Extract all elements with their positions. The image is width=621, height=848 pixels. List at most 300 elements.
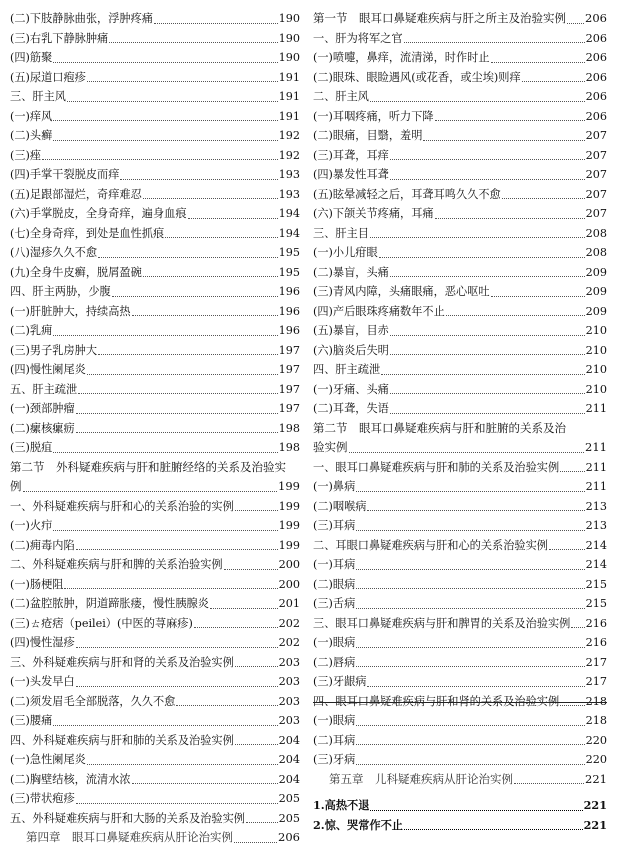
toc-entry-title: (一)火疖 — [10, 519, 53, 532]
dot-leader — [390, 392, 585, 394]
dot-leader — [235, 665, 278, 667]
toc-section-entry[interactable] — [10, 458, 300, 497]
dot-leader — [356, 743, 584, 745]
toc-page-number: 211 — [585, 402, 607, 415]
toc-page-number: 203 — [278, 675, 300, 688]
toc-entry[interactable] — [313, 302, 607, 322]
toc-page-number: 199 — [278, 479, 300, 493]
toc-page-number: 192 — [278, 129, 300, 142]
toc-page-number: 192 — [278, 148, 300, 162]
toc-entry-title: (三)舌病 — [313, 597, 356, 610]
toc-entry[interactable] — [10, 516, 300, 536]
toc-entry[interactable] — [313, 575, 607, 595]
dot-leader — [435, 119, 585, 121]
toc-entry[interactable] — [313, 126, 607, 146]
dot-leader — [567, 22, 584, 24]
toc-page-number: 207 — [585, 129, 607, 142]
toc-page-number: 206 — [585, 51, 607, 64]
toc-entry-title: (三)右乳下静脉肿痛 — [10, 31, 109, 45]
dot-leader — [356, 665, 584, 667]
toc-entry[interactable] — [313, 711, 607, 731]
dot-leader — [53, 139, 277, 141]
toc-entry-title: (二)头癣 — [10, 129, 53, 142]
toc-entry[interactable] — [313, 816, 607, 836]
dot-leader — [98, 353, 278, 355]
toc-entry[interactable] — [10, 380, 300, 400]
toc-entry-title: 三、眼耳口鼻疑难疾病与肝和脾胃的关系及治验实例 — [313, 616, 571, 630]
toc-entry-title: 四、肝主两胁，少腹 — [10, 285, 111, 298]
toc-entry-title: (四)手掌干裂脱皮而痒 — [10, 168, 120, 181]
toc-page-number: 204 — [278, 753, 300, 766]
toc-page-number: 217 — [585, 655, 607, 669]
toc-entry[interactable] — [10, 9, 300, 29]
toc-page-number: 206 — [585, 11, 607, 25]
toc-page-number: 191 — [278, 70, 300, 84]
toc-page-number: 197 — [278, 402, 300, 415]
toc-entry[interactable] — [313, 282, 607, 302]
toc-page-number: 202 — [278, 616, 300, 630]
dot-leader — [367, 509, 584, 511]
toc-entry[interactable] — [10, 321, 300, 341]
toc-entry[interactable] — [313, 29, 607, 49]
toc-entry[interactable] — [313, 653, 607, 673]
toc-page-number: 195 — [278, 265, 300, 279]
toc-entry[interactable] — [313, 341, 607, 361]
dot-leader — [87, 80, 278, 82]
toc-page-number: 203 — [278, 714, 300, 727]
toc-entry[interactable] — [313, 796, 607, 816]
toc-entry[interactable] — [313, 594, 607, 614]
toc-entry-title: 四、外科疑难疾病与肝和肺的关系及治验实例 — [10, 733, 234, 747]
dot-leader — [370, 236, 585, 238]
toc-entry-title: (三)青风内障，头痛眼痛，恶心呕吐 — [313, 285, 490, 298]
toc-page-number: 198 — [278, 421, 300, 435]
toc-page-number: 194 — [278, 226, 300, 240]
toc-page-number: 208 — [585, 226, 607, 240]
toc-page-number: 191 — [278, 90, 300, 103]
dot-leader — [491, 295, 585, 297]
toc-page-number: 213 — [585, 499, 607, 513]
toc-entry[interactable] — [10, 204, 300, 224]
toc-entry-title: 第二节 外科疑难疾病与肝和脏腑经络的关系及治验实 — [10, 459, 286, 474]
dot-leader — [435, 217, 585, 219]
toc-page-number: 207 — [585, 148, 607, 162]
toc-page-number: 190 — [278, 31, 300, 45]
dot-leader — [404, 41, 585, 43]
toc-entry[interactable] — [10, 419, 300, 439]
dot-leader — [356, 646, 584, 648]
toc-entry[interactable] — [10, 185, 300, 205]
toc-entry-title: (五)暴盲，目赤 — [313, 324, 389, 337]
toc-entry[interactable] — [313, 399, 607, 419]
toc-entry-title: (一)鼻病 — [313, 480, 356, 493]
toc-page-number: 191 — [278, 109, 300, 123]
toc-entry[interactable] — [10, 146, 300, 166]
toc-page-number: 208 — [585, 246, 607, 259]
toc-entry[interactable] — [10, 302, 300, 322]
toc-entry-title: 四、眼耳口鼻疑难疾病与肝和肾的关系及治验实例 — [313, 694, 560, 708]
dot-leader — [132, 314, 278, 316]
toc-entry-title: 三、肝主目 — [313, 226, 369, 240]
dot-leader — [87, 373, 278, 375]
dot-leader — [76, 431, 278, 433]
dot-leader — [370, 100, 585, 102]
dot-leader — [76, 685, 278, 687]
toc-entry-title: (二)耳聋，失语 — [313, 402, 389, 415]
toc-page-number: 206 — [585, 109, 607, 123]
dot-leader — [132, 782, 278, 784]
dot-leader — [224, 568, 278, 570]
toc-page-number: 211 — [585, 480, 607, 493]
dot-leader — [76, 802, 278, 804]
toc-entry-title: (一)耳病 — [313, 558, 356, 571]
toc-entry-title: (一)头发早白 — [10, 675, 75, 688]
toc-entry-title: 四、肝主疏泄 — [313, 363, 381, 376]
toc-page-number: 209 — [585, 265, 607, 279]
toc-entry-title: 三、肝主风 — [10, 90, 66, 103]
toc-entry[interactable] — [10, 68, 300, 88]
dot-leader — [76, 646, 278, 648]
dot-leader — [356, 568, 584, 570]
toc-entry-title: 一、眼耳口鼻疑难疾病与肝和肺的关系及治验实例 — [313, 460, 560, 474]
toc-entry-title: (二)瘰核瘰疬 — [10, 421, 75, 435]
toc-page-number: 206 — [585, 70, 607, 84]
toc-page-number: 206 — [278, 830, 300, 844]
toc-entry[interactable] — [313, 243, 607, 263]
toc-entry[interactable] — [313, 68, 607, 88]
toc-entry-title: (四)暴发性耳聋 — [313, 168, 389, 181]
toc-page-number: 199 — [278, 519, 300, 532]
toc-entry[interactable] — [313, 165, 607, 185]
dot-leader — [154, 22, 278, 24]
toc-entry-title: (二)眼珠、眼睑遇风(或花香，或尘埃)则痒 — [313, 70, 521, 84]
toc-entry[interactable] — [10, 282, 300, 302]
toc-entry[interactable] — [10, 692, 300, 712]
toc-entry[interactable] — [10, 789, 300, 809]
toc-entry[interactable] — [10, 672, 300, 692]
dot-leader — [98, 256, 278, 258]
toc-entry[interactable] — [10, 711, 300, 731]
dot-leader — [356, 763, 584, 765]
toc-entry-title: (五)尿道口疱疹 — [10, 70, 86, 84]
toc-entry[interactable] — [313, 750, 607, 770]
toc-entry[interactable] — [313, 536, 607, 556]
toc-entry-title: (六)脑炎后失明 — [313, 343, 389, 357]
toc-entry-title: 五、外科疑难疾病与肝和大肠的关系及治验实例 — [10, 811, 245, 825]
toc-entry[interactable] — [313, 321, 607, 341]
toc-entry-title: (二)暴盲，头痛 — [313, 265, 389, 279]
dot-leader — [143, 197, 278, 199]
toc-page-number: 220 — [585, 733, 607, 747]
toc-entry[interactable] — [10, 770, 300, 790]
toc-entry[interactable] — [10, 536, 300, 556]
toc-entry[interactable] — [10, 399, 300, 419]
dot-leader — [165, 236, 277, 238]
toc-page-number: 196 — [278, 324, 300, 337]
toc-entry[interactable] — [313, 146, 607, 166]
toc-entry[interactable] — [10, 555, 300, 575]
toc-page-number: 221 — [585, 771, 607, 786]
toc-page-number: 197 — [278, 363, 300, 376]
toc-entry-title: (二)乳痈 — [10, 324, 53, 337]
toc-entry[interactable] — [10, 809, 300, 829]
dot-leader — [502, 197, 585, 199]
toc-entry-title: 第二节 眼耳口鼻疑难疾病与肝和脏腑的关系及治 — [313, 420, 566, 435]
toc-page-number: 218 — [585, 714, 607, 727]
toc-page-number: 220 — [585, 753, 607, 766]
toc-entry[interactable] — [10, 594, 300, 614]
toc-entry-title: (二)咽喉病 — [313, 499, 367, 513]
toc-page-number: 210 — [585, 343, 607, 357]
toc-entry-title: (二)痈毒内陷 — [10, 538, 75, 552]
dot-leader — [53, 529, 277, 531]
toc-page-number: 204 — [278, 733, 300, 747]
toc-page-number: 210 — [585, 324, 607, 337]
toc-entry-title: (五)足跟部湿烂，奇痒难忍 — [10, 187, 142, 201]
dot-leader — [560, 470, 585, 472]
toc-page-number: 210 — [585, 363, 607, 376]
toc-page-number: 202 — [278, 636, 300, 649]
toc-entry[interactable] — [313, 204, 607, 224]
toc-entry-title: (三)脱疽 — [10, 441, 53, 454]
toc-page-number: 221 — [583, 817, 607, 832]
dot-leader — [53, 451, 277, 453]
toc-page-number: 198 — [278, 441, 300, 454]
toc-entry-title: 二、耳眼口鼻疑难疾病与肝和心的关系治验实例 — [313, 538, 548, 552]
toc-page-number: 203 — [278, 694, 300, 708]
toc-entry-title: 三、外科疑难疾病与肝和肾的关系及治验实例 — [10, 655, 234, 669]
dot-leader — [234, 841, 277, 843]
toc-entry-title: (一)眼病 — [313, 636, 356, 649]
toc-entry-title: (二)盆腔脓肿，阴道蹄胀瘘，慢性胰腺炎 — [10, 597, 209, 610]
toc-entry-title: (一)肠梗阻 — [10, 577, 64, 591]
toc-page-number: 205 — [278, 792, 300, 805]
toc-chapter-entry[interactable] — [313, 770, 607, 790]
toc-entry-title: (六)手掌脱皮，全身奇痒，遍身血痕 — [10, 207, 187, 220]
dot-leader — [390, 178, 585, 180]
toc-entry[interactable] — [313, 185, 607, 205]
toc-entry[interactable] — [10, 731, 300, 751]
toc-entry-title: (二)下肢静脉曲张，浮肿疼痛 — [10, 12, 153, 25]
toc-entry-title: (三)耳聋，耳痒 — [313, 148, 389, 162]
dot-leader — [42, 158, 278, 160]
toc-entry-title: (三)带状疱疹 — [10, 792, 75, 805]
toc-page-number: 214 — [585, 538, 607, 552]
toc-entry[interactable] — [313, 263, 607, 283]
toc-entry-title: 一、肝为将军之官 — [313, 31, 403, 45]
toc-page-number: 200 — [278, 577, 300, 591]
toc-entry[interactable] — [10, 653, 300, 673]
toc-entry-title: (二)须发眉毛全部脱落，久久不愈 — [10, 694, 176, 708]
toc-entry[interactable] — [10, 614, 300, 634]
toc-entry-title-continued: 验实例 — [313, 440, 348, 454]
dot-leader — [53, 724, 277, 726]
toc-page-number: 211 — [585, 460, 607, 474]
toc-entry[interactable] — [313, 87, 607, 107]
toc-entry[interactable] — [10, 107, 300, 127]
dot-leader — [194, 626, 278, 628]
toc-section-entry[interactable] — [313, 419, 607, 458]
dot-leader — [390, 412, 585, 414]
toc-entry[interactable] — [313, 555, 607, 575]
dot-leader — [188, 217, 278, 219]
toc-entry-title: (三)牙病 — [313, 753, 356, 766]
toc-entry[interactable] — [313, 458, 607, 478]
dot-leader — [87, 763, 278, 765]
toc-entry[interactable] — [313, 224, 607, 244]
toc-entry[interactable] — [10, 438, 300, 458]
toc-entry[interactable] — [10, 633, 300, 653]
toc-entry[interactable] — [313, 48, 607, 68]
toc-page-number: 197 — [278, 382, 300, 396]
toc-entry-title: 第一节 眼耳口鼻疑难疾病与肝之所主及治验实例 — [313, 11, 566, 25]
toc-entry-title: (三)腰痛 — [10, 714, 53, 727]
dot-leader — [514, 782, 584, 784]
toc-entry-title: (一)耳咽疼痛，听力下降 — [313, 109, 434, 123]
toc-entry[interactable] — [10, 341, 300, 361]
toc-entry[interactable] — [313, 107, 607, 127]
dot-leader — [560, 704, 585, 706]
dot-leader — [53, 119, 277, 121]
toc-entry-title: (四)筋聚 — [10, 51, 53, 64]
toc-entry[interactable] — [10, 497, 300, 517]
toc-page-number: 195 — [278, 246, 300, 259]
dot-leader — [356, 724, 584, 726]
toc-entry-title: (三)男子乳房肿大 — [10, 343, 98, 357]
toc-entry[interactable] — [313, 672, 607, 692]
toc-entry-title: (九)全身牛皮癣，脱屑盈碗 — [10, 265, 142, 279]
toc-entry-title: (一)痒风 — [10, 109, 53, 123]
toc-entry-title: 二、外科疑难疾病与肝和脾的关系治验实例 — [10, 558, 223, 571]
dot-leader — [109, 41, 277, 43]
toc-entry[interactable] — [313, 477, 607, 497]
dot-leader — [176, 704, 277, 706]
toc-entry[interactable] — [313, 516, 607, 536]
toc-section-entry[interactable] — [313, 9, 607, 29]
toc-entry[interactable] — [10, 360, 300, 380]
toc-page-number: 206 — [585, 31, 607, 45]
toc-page-number: 196 — [278, 285, 300, 298]
toc-page-number: 217 — [585, 675, 607, 688]
toc-entry[interactable] — [10, 29, 300, 49]
toc-page-number: 199 — [278, 499, 300, 513]
dot-leader — [23, 490, 278, 492]
toc-page-number: 218 — [585, 694, 607, 708]
toc-page-number: 193 — [278, 168, 300, 181]
dot-leader — [491, 61, 585, 63]
toc-entry[interactable] — [10, 48, 300, 68]
toc-page-number: 197 — [278, 343, 300, 357]
dot-leader — [235, 743, 278, 745]
toc-page-number: 207 — [585, 187, 607, 201]
toc-entry-title: (三)痤 — [10, 148, 42, 162]
toc-entry[interactable] — [10, 165, 300, 185]
toc-page-number: 209 — [585, 304, 607, 318]
dot-leader — [64, 587, 277, 589]
dot-leader — [356, 490, 584, 492]
toc-entry-title: (二)胸壁结核，流清水浓 — [10, 772, 131, 786]
toc-entry-title: (二)眼痛，目翳，羞明 — [313, 129, 423, 142]
toc-page-number: 215 — [585, 577, 607, 591]
toc-page-number: 194 — [278, 207, 300, 220]
toc-entry-title: (五)眩晕减轻之后，耳聋耳鸣久久不愈 — [313, 187, 501, 201]
toc-entry-title: (三)ㄊ疮痞（peilei）(中医的荨麻疹) — [10, 616, 193, 630]
toc-chapter-entry[interactable] — [10, 828, 300, 848]
toc-entry-title: (一)喷嚏，鼻痒，流清涕，时作时止 — [313, 51, 490, 64]
toc-entry-title: 第四章 眼耳口鼻疑难疾病从肝论治实例 — [26, 830, 233, 844]
toc-entry-title: (一)眼病 — [313, 714, 356, 727]
toc-entry-title: (四)慢性湿疹 — [10, 636, 75, 649]
toc-entry-title: 五、肝主疏泄 — [10, 382, 78, 396]
dot-leader — [390, 275, 585, 277]
dot-leader — [349, 451, 585, 453]
toc-page-number: 204 — [278, 772, 300, 786]
toc-entry[interactable] — [313, 731, 607, 751]
toc-entry[interactable] — [313, 497, 607, 517]
toc-entry-title: 二、肝主风 — [313, 90, 369, 103]
toc-entry-title: (三)耳病 — [313, 519, 356, 532]
divider-line — [313, 702, 607, 703]
toc-page-number: 196 — [278, 304, 300, 318]
toc-page-number: 210 — [585, 382, 607, 396]
toc-entry[interactable] — [10, 750, 300, 770]
dot-leader — [379, 256, 585, 258]
dot-leader — [210, 607, 278, 609]
toc-entry[interactable] — [313, 360, 607, 380]
toc-entry[interactable] — [313, 614, 607, 634]
toc-entry-title-continued: 例 — [10, 479, 22, 493]
dot-leader — [78, 392, 278, 394]
toc-entry[interactable] — [10, 263, 300, 283]
toc-entry-title: (一)肝脏肿大，持续高热 — [10, 304, 131, 318]
toc-entry[interactable] — [313, 380, 607, 400]
toc-entry-title: (八)湿疹久久不愈 — [10, 246, 98, 259]
toc-entry[interactable] — [10, 126, 300, 146]
toc-entry-title: (一)急性阑尾炎 — [10, 753, 86, 766]
toc-page-number: 207 — [585, 207, 607, 220]
dot-leader — [390, 158, 585, 160]
toc-entry[interactable] — [10, 224, 300, 244]
toc-entry-title: (六)下颌关节疼痛，耳痛 — [313, 207, 434, 220]
toc-entry-title: 1.高热不退 — [313, 798, 370, 812]
toc-page-number: 211 — [585, 440, 607, 454]
dot-leader — [112, 295, 278, 297]
toc-entry[interactable] — [313, 633, 607, 653]
dot-leader — [76, 412, 278, 414]
toc-page-number: 209 — [585, 285, 607, 298]
toc-entry-title: (二)眼病 — [313, 577, 356, 591]
toc-page-number: 193 — [278, 187, 300, 201]
toc-page-number: 199 — [278, 538, 300, 552]
toc-entry-title: (二)耳病 — [313, 733, 356, 747]
toc-entry[interactable] — [10, 87, 300, 107]
toc-entry[interactable] — [10, 243, 300, 263]
dot-leader — [53, 61, 277, 63]
dot-leader — [143, 275, 278, 277]
toc-page-number: 213 — [585, 519, 607, 532]
toc-page-number: 203 — [278, 655, 300, 669]
toc-page-number: 206 — [585, 90, 607, 103]
dot-leader — [423, 139, 584, 141]
toc-page-number: 200 — [278, 558, 300, 571]
toc-right-column — [313, 9, 607, 835]
toc-page-number: 207 — [585, 168, 607, 181]
toc-left-column — [10, 9, 300, 848]
dot-leader — [549, 548, 585, 550]
toc-entry[interactable] — [10, 575, 300, 595]
toc-page-number: 215 — [585, 597, 607, 610]
dot-leader — [390, 334, 585, 336]
